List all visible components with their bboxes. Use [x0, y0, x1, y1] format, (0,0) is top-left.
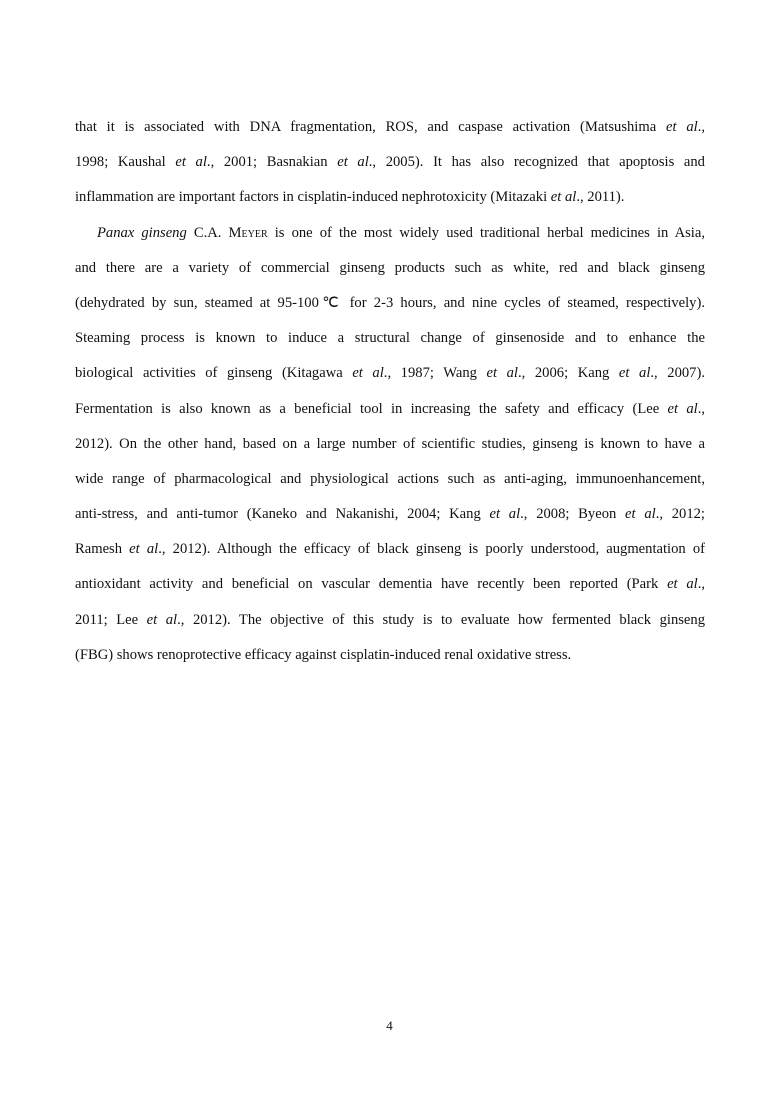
text-run: ., 2006; Kang	[518, 365, 619, 382]
text-run: 2011; Lee	[75, 611, 147, 628]
italic-text: et al	[489, 506, 521, 523]
text-line	[75, 356, 705, 391]
paragraph-panax-ginseng-intro	[75, 216, 705, 673]
text-run: Steaming process is known to induce a structural change of ginsenoside and to enhance the	[75, 330, 705, 347]
italic-text: et al	[618, 365, 651, 382]
text-line	[75, 638, 705, 673]
text-run: Fermentation is also known as a beneficial tool in increasing the safety and efficacy (Lee	[75, 400, 668, 417]
italic-text: et al	[667, 400, 698, 417]
text-run: .,	[697, 119, 705, 135]
text-line	[75, 532, 705, 567]
text-run: ., 2007).	[650, 365, 705, 382]
text-line	[75, 392, 705, 427]
text-line	[75, 145, 705, 180]
text-run: ., 2011).	[576, 189, 625, 206]
italic-text: et al	[146, 611, 178, 628]
text-run: .,	[697, 576, 705, 593]
text-run: .,	[697, 400, 705, 417]
paragraph-apoptosis-context	[75, 110, 705, 216]
italic-text: et al	[337, 154, 369, 171]
small-caps-text: Meyer	[228, 224, 268, 241]
text-run: ., 2012). The objective of this study is to evaluate how fermented black ginseng	[177, 611, 705, 628]
italic-text: et al	[352, 365, 384, 382]
text-run: is one of the most widely used traditional herbal medicines in Asia,	[267, 224, 705, 241]
text-run: ., 2008; Byeon	[520, 506, 626, 523]
text-line	[75, 110, 705, 145]
page-number: 4	[386, 1018, 393, 1033]
text-line	[75, 497, 705, 532]
text-run: 1998; Kaushal	[75, 154, 176, 171]
text-run: and there are a variety of commercial ginseng products such as white, red and black ginseng	[75, 259, 705, 276]
text-run: ., 2012;	[655, 506, 705, 523]
text-line	[75, 251, 705, 286]
text-line	[75, 567, 705, 602]
text-line	[75, 427, 705, 462]
text-run: that it is associated with DNA fragmentation, ROS, and caspase activation (Matsushima	[75, 119, 666, 135]
text-run: inflammation are important factors in cisplatin-induced nephrotoxicity (Mitazaki	[75, 189, 551, 206]
italic-text: et al	[667, 576, 698, 593]
italic-text: et al	[666, 119, 698, 135]
text-run: (dehydrated by sun, steamed at 95-100℃ for 2-3 hours, and nine cycles of steamed, respectively).	[75, 294, 705, 311]
text-line	[75, 603, 705, 638]
italic-text: Panax ginseng	[97, 224, 187, 241]
text-run: Ramesh	[75, 541, 130, 558]
text-run: ., 1987; Wang	[383, 365, 487, 382]
text-run: 2012). On the other hand, based on a large number of scientific studies, ginseng is known to have a	[75, 435, 705, 452]
page-body	[75, 110, 705, 673]
text-run: anti-stress, and anti-tumor (Kaneko and Nakanishi, 2004; Kang	[75, 506, 490, 523]
italic-text: et al	[625, 506, 656, 523]
italic-text: et al	[550, 189, 577, 206]
text-line	[75, 180, 705, 215]
text-run: biological activities of ginseng (Kitagawa	[75, 365, 353, 382]
text-line	[75, 321, 705, 356]
text-run: wide range of pharmacological and physiological actions such as anti-aging, immunoenhancement,	[75, 470, 705, 487]
italic-text: et al	[129, 541, 159, 558]
text-line	[75, 286, 705, 321]
text-run: ., 2012). Although the efficacy of black ginseng is poorly understood, augmentation of	[158, 541, 705, 558]
italic-text: et al	[486, 365, 518, 382]
text-line	[75, 462, 705, 497]
text-run: (FBG) shows renoprotective efficacy against cisplatin-induced renal oxidative stress.	[75, 646, 572, 663]
text-run: C.A.	[186, 224, 229, 241]
italic-text: et al	[175, 154, 207, 171]
text-line	[75, 216, 705, 251]
text-run: ., 2005). It has also recognized that apoptosis and	[368, 154, 705, 171]
text-run: ., 2001; Basnakian	[206, 154, 338, 171]
text-run: antioxidant activity and beneficial on vascular dementia have recently been reported (Park	[75, 576, 668, 593]
